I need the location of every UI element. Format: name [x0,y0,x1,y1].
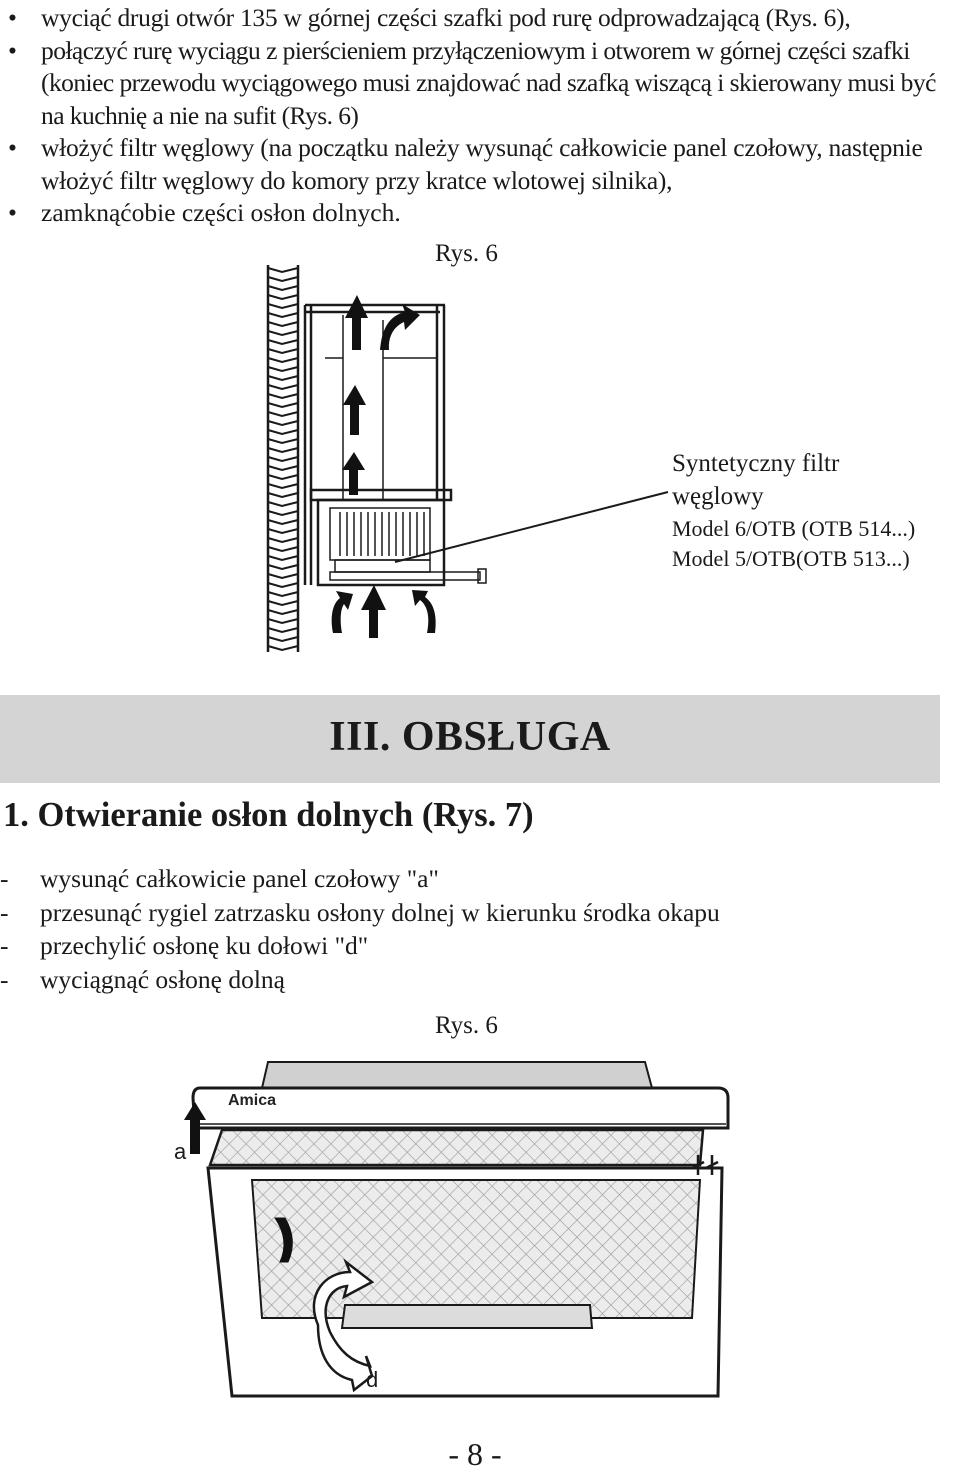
hood-perspective-diagram [0,1050,960,1430]
wall-tooth [268,628,298,632]
wall-tooth [268,610,298,614]
bullet-item [8,197,958,230]
instruction-bullet-list [8,2,958,230]
wall-tooth [268,619,298,623]
wall-tooth [268,412,298,416]
wall-tooth [268,592,298,596]
hood-unit [311,490,486,585]
bullet-text: wyciąć drugi otwór 135 w górnej części szafki pod rurę odprowadzającą (Rys. 6), [41,3,851,32]
wall-tooth [268,565,298,569]
figure2-caption: Rys. 6 [435,1012,498,1039]
step-text: przesunąć rygiel zatrzasku osłony dolnej w kierunku środka okapu [40,897,720,927]
bullet-item [8,35,958,133]
filter-ribs [340,512,424,556]
bullet-text: połączyć rurę wyciągu z pierścieniem przyłączeniowym i otworem w górnej części szafki (koniec przewodu wyciągowego musi znajdować nad szafką wiszącą i skierowany musi być na kuchnię a nie na sufit (Rys. 6) [41,35,936,130]
bullet-mark: • [8,133,17,162]
wall-tooth [268,538,298,542]
wall-tooth [268,502,298,506]
wall-tooth [268,601,298,605]
filter-label-line1: Syntetyczny filtr [672,450,840,477]
step-text: wyciągnąć osłonę dolną [40,964,286,994]
wall-tooth [268,547,298,551]
wall-tooth [268,520,298,524]
wall-tooth [268,322,298,326]
wall-tooth [268,304,298,308]
hood-top-panel [262,1062,652,1088]
wall-tooth [268,295,298,299]
wall-tooth [268,457,298,461]
brand-logo: Amica [228,1092,277,1109]
bullet-item [8,2,958,35]
wall-tooth [268,331,298,335]
section-title: III. OBSŁUGA [329,714,611,760]
step-text: wysunąć całkowicie panel czołowy "a" [40,864,439,893]
wall-tooth [268,484,298,488]
wall-tooth [268,583,298,587]
wall-tooth [268,475,298,479]
filter-model-2: Model 5/OTB(OTB 513...) [672,546,910,571]
wall-tooth [268,511,298,515]
filter-model-1: Model 6/OTB (OTB 514...) [672,516,916,541]
wall-tooth [268,376,298,380]
subsection-title: 1. Otwieranie osłon dolnych (Rys. 7) [3,796,534,834]
wall-tooth [268,466,298,470]
wall-tooth [268,340,298,344]
wall-tooth [268,349,298,353]
page-number: - 8 - [448,1436,502,1472]
step-item [0,896,720,930]
filter-leader-line [395,492,668,562]
wall-tooth [268,277,298,281]
bullet-mark: • [8,3,17,32]
step-text: przechylić osłonę ku dołowi "d" [40,931,369,960]
bullet-mark: • [8,35,17,65]
wall-tooth [268,430,298,434]
step-item [0,862,720,896]
wall-tooth [268,574,298,578]
dash-mark: - [0,864,9,893]
dash-mark: - [0,931,9,960]
wall-tooth [268,637,298,641]
step-item [0,929,720,963]
wall-tooth [268,421,298,425]
label-d: d [366,1367,379,1392]
dash-mark: - [0,897,9,927]
wall-tooth [268,448,298,452]
wall-tooth [268,394,298,398]
bullet-text: włożyć filtr węglowy (na początku należy wysunąć całkowicie panel czołowy, następnie włożyć filtr węglowy do komory przy kratce wlotowej silnika), [41,133,923,195]
bullet-item [8,132,958,197]
wall-tooth [268,556,298,560]
wall-tooth [268,313,298,317]
wall-tooth [268,493,298,497]
wall-tooth [268,439,298,443]
wall-tooth [268,385,298,389]
bullet-text: zamknąćobie części osłon dolnych. [41,198,401,227]
lamp-cover [342,1305,592,1328]
steps-list [0,862,720,996]
step-item [0,963,720,997]
wall-tooth [268,268,298,272]
wall-tooth [268,367,298,371]
grease-filter [210,1130,703,1165]
dash-mark: - [0,964,9,994]
wall-tooth [268,286,298,290]
wall-tooth [268,403,298,407]
wall-tooth [268,529,298,533]
wall-tooth [268,646,298,650]
label-a: a [174,1139,187,1164]
filter-label-line2: węglowy [672,483,764,510]
figure1-caption: Rys. 6 [435,240,498,267]
bullet-mark: • [8,198,17,227]
wall-serrations [268,268,298,650]
wall-tooth [268,358,298,362]
